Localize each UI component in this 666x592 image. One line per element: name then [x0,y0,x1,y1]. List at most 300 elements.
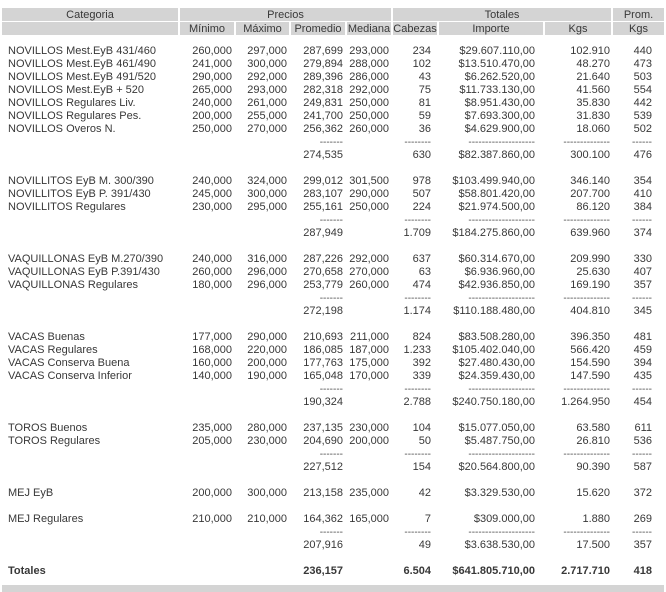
cell-kgs: 25.630 [576,266,611,278]
cell-cabezas: 392 [412,357,431,369]
cell-minimo: 241,000 [192,58,232,70]
cell-prom-kgs: 440 [633,45,653,57]
cell-prom-kgs: 357 [633,279,653,291]
cell-kgs: -------------- [563,449,611,460]
cell-maximo: 190,000 [247,370,287,382]
cell-kgs: 63.580 [576,422,611,434]
cell-minimo: 260,000 [192,45,232,57]
cell-categoria: VAQUILLONAS Regulares [8,279,139,291]
cell-importe: $641.805.710,00 [452,565,535,577]
table-row [2,513,664,526]
cell-promedio: 282,318 [303,84,343,96]
cell-mediana: 250,000 [349,201,389,213]
cell-mediana: 250,000 [349,97,389,109]
cell-minimo [180,227,234,240]
cell-cabezas: 824 [412,331,431,343]
cell-minimo: 160,000 [192,357,232,369]
cell-categoria [2,383,178,396]
cell-minimo: 180,000 [192,279,232,291]
cell-minimo: 235,000 [192,422,232,434]
table-row [2,487,664,500]
spacer-row [2,162,664,175]
cell-cabezas: 63 [418,266,431,278]
cell-cabezas: 36 [418,123,431,135]
cell-categoria: NOVILLOS Overos N. [8,123,116,135]
cell-cabezas: -------- [404,384,431,395]
cell-kgs: -------------- [563,215,611,226]
cell-maximo: 290,000 [247,331,287,343]
cell-mediana: 235,000 [349,487,389,499]
cell-importe: $60.314.670,00 [458,253,535,265]
cell-mediana [347,227,391,240]
cell-maximo: 316,000 [247,253,287,265]
cell-kgs: 26.810 [576,435,611,447]
spacer-cell [2,318,664,331]
spacer-cell [2,552,664,565]
subtotal-row [2,227,664,240]
cell-maximo: 300,000 [247,58,287,70]
cell-categoria [2,539,178,552]
cell-promedio: 207,916 [303,539,343,551]
cell-maximo [236,149,289,162]
cell-maximo [236,526,289,539]
spacer-cell [2,409,664,422]
cell-mediana: 260,000 [349,279,389,291]
header-categoria: Categoria [2,8,178,22]
cell-importe: -------------------- [468,137,535,148]
dashes-row [2,136,664,149]
cell-minimo: 240,000 [192,253,232,265]
cell-promedio: 165,048 [303,370,343,382]
cell-importe: $20.564.800,00 [458,461,535,473]
cell-maximo: 293,000 [247,84,287,96]
spacer-row [2,409,664,422]
table-row [2,110,664,123]
cell-promedio: 177,763 [303,357,343,369]
cell-kgs: 48.270 [576,58,611,70]
cell-promedio: 255,161 [303,201,343,213]
table-row [2,175,664,188]
cell-prom-kgs: 345 [633,305,653,317]
spacer-row [2,240,664,253]
cell-mediana: 288,000 [349,58,389,70]
spacer-row [2,35,664,45]
cell-cabezas: 7 [424,513,431,525]
cell-categoria: Totales [8,565,46,577]
table-row [2,422,664,435]
cell-importe: -------------------- [468,215,535,226]
cell-minimo [180,305,234,318]
cell-prom-kgs: 611 [634,422,653,434]
cell-prom-kgs: ------ [632,137,653,148]
cell-prom-kgs: 473 [633,58,653,70]
cell-promedio: ------- [319,449,343,460]
cell-cabezas: 1.174 [403,305,431,317]
cell-importe: -------------------- [468,384,535,395]
cell-prom-kgs: ------ [632,449,653,460]
cell-kgs: 169.190 [570,279,611,291]
cell-maximo [236,565,289,578]
cell-importe: $3.329.530,00 [464,487,535,499]
cell-maximo [236,383,289,396]
cell-importe: $11.733.130,00 [459,84,535,96]
cell-importe: $82.387.860,00 [458,149,535,161]
cell-maximo [236,396,289,409]
cell-minimo [180,149,234,162]
cell-promedio: 249,831 [303,97,343,109]
subtotal-row [2,149,664,162]
bottom-bar [2,585,664,592]
cell-categoria [2,305,178,318]
cell-prom-kgs: 502 [633,123,653,135]
cell-cabezas: 978 [412,175,431,187]
cell-importe: $3.638.530,00 [464,539,535,551]
cell-categoria: TOROS Regulares [8,435,101,447]
cell-minimo: 140,000 [192,370,232,382]
dashes-row [2,292,664,305]
cell-cabezas: 104 [412,422,431,434]
cell-promedio: 213,158 [303,487,343,499]
cell-categoria: VAQUILLONAS EyB P.391/430 [8,266,160,278]
cell-importe: $83.508.280,00 [458,331,535,343]
cell-maximo: 324,000 [247,175,287,187]
cell-prom-kgs: 372 [633,487,653,499]
cell-promedio: ------- [319,293,343,304]
cell-categoria: VAQUILLONAS EyB M.270/390 [8,253,164,265]
cell-mediana: 270,000 [349,266,389,278]
cell-importe: $8.951.430,00 [464,97,535,109]
header-categoria-blank [2,22,178,35]
table-row [2,97,664,110]
table-header [2,8,664,35]
cell-mediana: 260,000 [349,123,389,135]
cell-importe: $6.262.520,00 [464,71,535,83]
cell-promedio: 210,693 [303,331,343,343]
cell-importe: $5.487.750,00 [464,435,535,447]
cell-importe: $58.801.420,00 [458,188,535,200]
header-importe: Importe [439,22,543,35]
spacer-cell [2,162,664,175]
cell-cabezas: -------- [404,137,431,148]
header-prom-kgs: Kgs [613,22,664,35]
cell-kgs: -------------- [563,137,611,148]
cell-categoria: NOVILLITOS EyB P. 391/430 [8,188,151,200]
cell-mediana: 293,000 [349,45,389,57]
cell-kgs: 17.500 [576,539,611,551]
table-row [2,45,664,58]
table-row [2,58,664,71]
cell-promedio: 289,396 [303,71,343,83]
table-row [2,266,664,279]
cell-promedio: 279,894 [303,58,343,70]
cell-kgs: -------------- [563,527,611,538]
cell-cabezas: 59 [418,110,431,122]
cell-promedio: 227,512 [303,461,343,473]
cell-kgs: 1.264.950 [561,396,611,408]
cell-importe: $105.402.040,00 [452,344,535,356]
cell-categoria [2,448,178,461]
cell-categoria: NOVILLOS Mest.EyB 461/490 [8,58,156,70]
cell-cabezas: 2.788 [403,396,431,408]
cell-promedio: 287,949 [303,227,343,239]
cell-kgs: 102.910 [570,45,611,57]
cell-kgs: 346.140 [570,175,611,187]
cell-categoria: VACAS Conserva Buena [8,357,130,369]
cell-prom-kgs: ------ [632,384,653,395]
cell-prom-kgs: 374 [633,227,653,239]
dashes-row [2,383,664,396]
header-totales: Totales [393,8,611,22]
cell-minimo [180,136,234,149]
cell-maximo: 296,000 [247,266,287,278]
cell-mediana [347,448,391,461]
cell-categoria [2,136,178,149]
livestock-price-table [0,8,666,578]
cell-mediana: 170,000 [349,370,389,382]
cell-prom-kgs: 394 [633,357,653,369]
cell-categoria: NOVILLOS Mest.EyB 431/460 [8,45,156,57]
cell-prom-kgs: 481 [633,331,653,343]
cell-promedio: 236,157 [303,565,343,577]
cell-cabezas: 42 [418,487,431,499]
cell-promedio: ------- [319,384,343,395]
cell-prom-kgs: 503 [633,71,653,83]
header-prom: Prom. [613,8,664,22]
cell-promedio: ------- [319,527,343,538]
cell-importe: $27.480.430,00 [458,357,535,369]
cell-maximo: 230,000 [247,435,287,447]
cell-maximo [236,136,289,149]
cell-kgs: 566.420 [570,344,611,356]
spacer-row [2,500,664,513]
cell-mediana [347,526,391,539]
cell-kgs: 209.990 [570,253,611,265]
cell-mediana [347,565,391,578]
cell-importe: $309.000,00 [473,513,535,525]
cell-prom-kgs: 587 [633,461,653,473]
cell-categoria [2,214,178,227]
cell-kgs: 18.060 [576,123,611,135]
cell-importe: -------------------- [468,527,535,538]
cell-mediana [347,214,391,227]
cell-cabezas: 474 [412,279,431,291]
cell-minimo: 290,000 [192,71,232,83]
cell-kgs: 300.100 [570,149,611,161]
cell-minimo: 177,000 [192,331,232,343]
cell-importe: $7.693.300,00 [464,110,535,122]
cell-categoria: NOVILLOS Mest.EyB + 520 [8,84,145,96]
cell-kgs: -------------- [563,293,611,304]
cell-categoria: NOVILLOS Mest.EyB 491/520 [8,71,156,83]
table-row [2,84,664,97]
cell-categoria [2,227,178,240]
dashes-row [2,526,664,539]
cell-mediana [347,136,391,149]
cell-prom-kgs: 410 [633,188,653,200]
cell-cabezas: 630 [412,149,431,161]
cell-cabezas: -------- [404,215,431,226]
cell-prom-kgs: 459 [633,344,653,356]
cell-minimo [180,526,234,539]
cell-mediana: 200,000 [349,435,389,447]
cell-prom-kgs: 354 [633,175,653,187]
cell-categoria: TOROS Buenos [8,422,88,434]
cell-kgs: 154.590 [570,357,611,369]
cell-maximo: 300,000 [247,188,287,200]
cell-importe: $42.936.850,00 [458,279,535,291]
cell-cabezas: 234 [412,45,431,57]
table-row [2,357,664,370]
cell-maximo: 280,000 [247,422,287,434]
cell-promedio: 253,779 [303,279,343,291]
cell-importe: $29.607.110,00 [459,45,535,57]
table-row [2,253,664,266]
cell-categoria [2,396,178,409]
cell-kgs: 147.590 [570,370,611,382]
cell-cabezas: -------- [404,527,431,538]
cell-importe: $24.359.430,00 [458,370,535,382]
spacer-row [2,474,664,487]
cell-prom-kgs: 554 [633,84,653,96]
cell-importe: $110.188.480,00 [453,305,535,317]
cell-kgs: 404.810 [570,305,611,317]
dashes-row [2,214,664,227]
cell-prom-kgs: ------ [632,293,653,304]
cell-prom-kgs: ------ [632,215,653,226]
cell-promedio: 190,324 [303,396,343,408]
subtotal-row [2,396,664,409]
cell-mediana: 187,000 [349,344,389,356]
table-row [2,71,664,84]
cell-kgs: 207.700 [570,188,611,200]
spacer-cell [2,474,664,487]
header-maximo: Máximo [236,22,289,35]
cell-promedio: 287,226 [303,253,343,265]
table-row [2,123,664,136]
cell-kgs: 639.960 [570,227,611,239]
cell-maximo [236,448,289,461]
cell-categoria [2,461,178,474]
table-row [2,370,664,383]
cell-cabezas: 81 [418,97,431,109]
cell-importe: $4.629.900,00 [464,123,535,135]
cell-prom-kgs: 357 [633,539,653,551]
table-row [2,344,664,357]
cell-minimo [180,383,234,396]
cell-minimo: 245,000 [192,188,232,200]
cell-minimo [180,565,234,578]
spacer-cell [2,240,664,253]
header-mediana: Mediana [347,22,391,35]
cell-minimo [180,448,234,461]
cell-prom-kgs: 442 [633,97,653,109]
spacer-row [2,552,664,565]
cell-promedio: 241,700 [303,110,343,122]
cell-prom-kgs: ------ [632,527,653,538]
cell-prom-kgs: 454 [633,396,653,408]
cell-importe: $240.750.180,00 [452,396,535,408]
cell-importe: -------------------- [468,293,535,304]
cell-mediana [347,149,391,162]
cell-kgs: 35.830 [576,97,611,109]
cell-maximo: 210,000 [247,513,287,525]
cell-maximo: 300,000 [247,487,287,499]
cell-categoria: MEJ EyB [8,487,54,499]
cell-minimo: 240,000 [192,175,232,187]
cell-prom-kgs: 384 [633,201,653,213]
cell-prom-kgs: 536 [633,435,653,447]
cell-promedio: 299,012 [303,175,343,187]
header-precios: Precios [180,8,391,22]
cell-kgs: 15.620 [576,487,611,499]
cell-mediana [347,305,391,318]
cell-importe: -------------------- [468,449,535,460]
subtotal-row [2,461,664,474]
cell-mediana: 165,000 [349,513,389,525]
cell-mediana: 301,500 [349,175,389,187]
cell-kgs: 1.880 [582,513,611,525]
cell-mediana: 292,000 [349,253,389,265]
cell-categoria: VACAS Regulares [8,344,98,356]
header-cabezas: Cabezas [393,22,437,35]
cell-kgs: 21.640 [576,71,611,83]
cell-categoria: VACAS Buenas [8,331,85,343]
cell-mediana [347,292,391,305]
cell-maximo [236,539,289,552]
cell-cabezas: 154 [412,461,431,473]
cell-promedio: 272,198 [303,305,343,317]
cell-maximo: 292,000 [247,71,287,83]
cell-cabezas: 102 [412,58,431,70]
cell-minimo: 240,000 [192,97,232,109]
cell-importe: $184.275.860,00 [452,227,535,239]
cell-cabezas: 43 [418,71,431,83]
cell-categoria: MEJ Regulares [8,513,84,525]
header-sub-row [2,22,664,35]
cell-kgs: 396.350 [570,331,611,343]
cell-cabezas: 49 [418,539,431,551]
cell-categoria [2,526,178,539]
cell-importe: $21.974.500,00 [458,201,535,213]
cell-mediana: 211,000 [350,331,389,343]
header-group-row [2,8,664,22]
subtotal-row [2,305,664,318]
cell-categoria: VACAS Conserva Inferior [8,370,132,382]
cell-kgs: 90.390 [576,461,611,473]
cell-minimo [180,214,234,227]
table-row [2,331,664,344]
cell-importe: $15.077.050,00 [458,422,535,434]
cell-kgs: 86.120 [576,201,611,213]
cell-prom-kgs: 539 [633,110,653,122]
cell-cabezas: 1.233 [403,344,431,356]
cell-cabezas: 75 [418,84,431,96]
cell-maximo: 255,000 [247,110,287,122]
cell-promedio: 287,699 [303,45,343,57]
cell-promedio: 237,135 [303,422,343,434]
cell-promedio: 256,362 [303,123,343,135]
cell-promedio: ------- [319,215,343,226]
cell-maximo: 220,000 [247,344,287,356]
cell-maximo: 296,000 [247,279,287,291]
cell-prom-kgs: 330 [633,253,653,265]
cell-promedio: 283,107 [303,188,343,200]
spacer-cell [2,35,664,45]
cell-prom-kgs: 476 [633,149,653,161]
report-page [0,8,666,578]
cell-prom-kgs: 269 [633,513,653,525]
cell-categoria: NOVILLITOS EyB M. 300/390 [8,175,154,187]
